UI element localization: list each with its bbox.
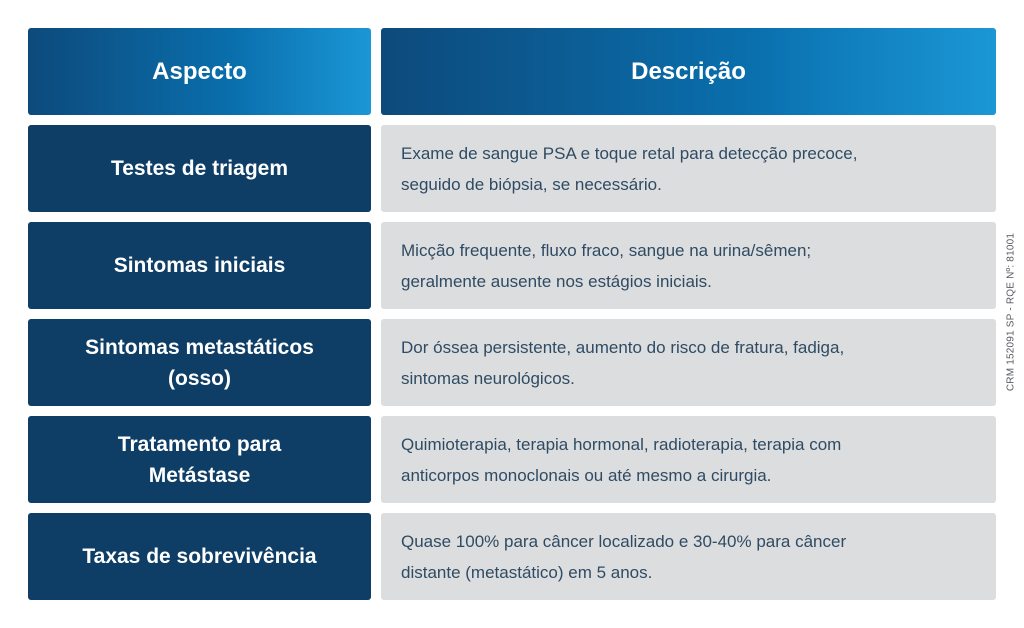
aspect-cell — [28, 125, 371, 212]
aspect-text-line1: Sintomas metastáticos — [85, 335, 314, 359]
description-text-line2: sintomas neurológicos. — [401, 368, 575, 388]
header-description: Descrição — [381, 28, 996, 115]
aspect-cell — [28, 319, 371, 406]
description-text-line1: Exame de sangue PSA e toque retal para detecção precoce, — [401, 143, 858, 163]
header-aspect: Aspecto — [28, 28, 371, 115]
aspect-text-line1: Tratamento para — [117, 432, 282, 456]
description-text-line2: geralmente ausente nos estágios iniciais. — [401, 271, 712, 291]
description-text-line1: Dor óssea persistente, aumento do risco de fratura, fadiga, — [401, 337, 845, 357]
description-text-line2: seguido de biópsia, se necessário. — [401, 174, 662, 194]
description-text-line2: anticorpos monoclonais ou até mesmo a cirurgia. — [401, 465, 772, 485]
table-row — [28, 416, 996, 503]
aspect-cell — [28, 222, 371, 309]
table-row — [28, 513, 996, 600]
description-text-line1: Micção frequente, fluxo fraco, sangue na urina/sêmen; — [401, 240, 812, 260]
aspect-text-line2: Metástase — [148, 463, 251, 487]
description-cell — [381, 319, 996, 406]
description-cell — [381, 416, 996, 503]
comparison-table — [28, 28, 996, 610]
vertical-credential-note: CRM 152091 SP - RQE Nº: 81001 — [1005, 232, 1017, 392]
aspect-text-line1: Taxas de sobrevivência — [82, 545, 317, 568]
description-cell — [381, 222, 996, 309]
description-text-line1: Quimioterapia, terapia hormonal, radioterapia, terapia com — [401, 434, 842, 454]
aspect-cell — [28, 513, 371, 600]
table-row — [28, 319, 996, 406]
table-header-row — [28, 28, 996, 115]
description-text-line2: distante (metastático) em 5 anos. — [401, 562, 653, 582]
description-cell — [381, 513, 996, 600]
table-row — [28, 222, 996, 309]
aspect-text-line2: (osso) — [168, 366, 231, 390]
aspect-cell — [28, 416, 371, 503]
aspect-text-line1: Testes de triagem — [110, 157, 288, 180]
description-text-line1: Quase 100% para câncer localizado e 30-40% para câncer — [401, 531, 847, 551]
aspect-text-line1: Sintomas iniciais — [113, 254, 286, 277]
description-cell — [381, 125, 996, 212]
table-row — [28, 125, 996, 212]
